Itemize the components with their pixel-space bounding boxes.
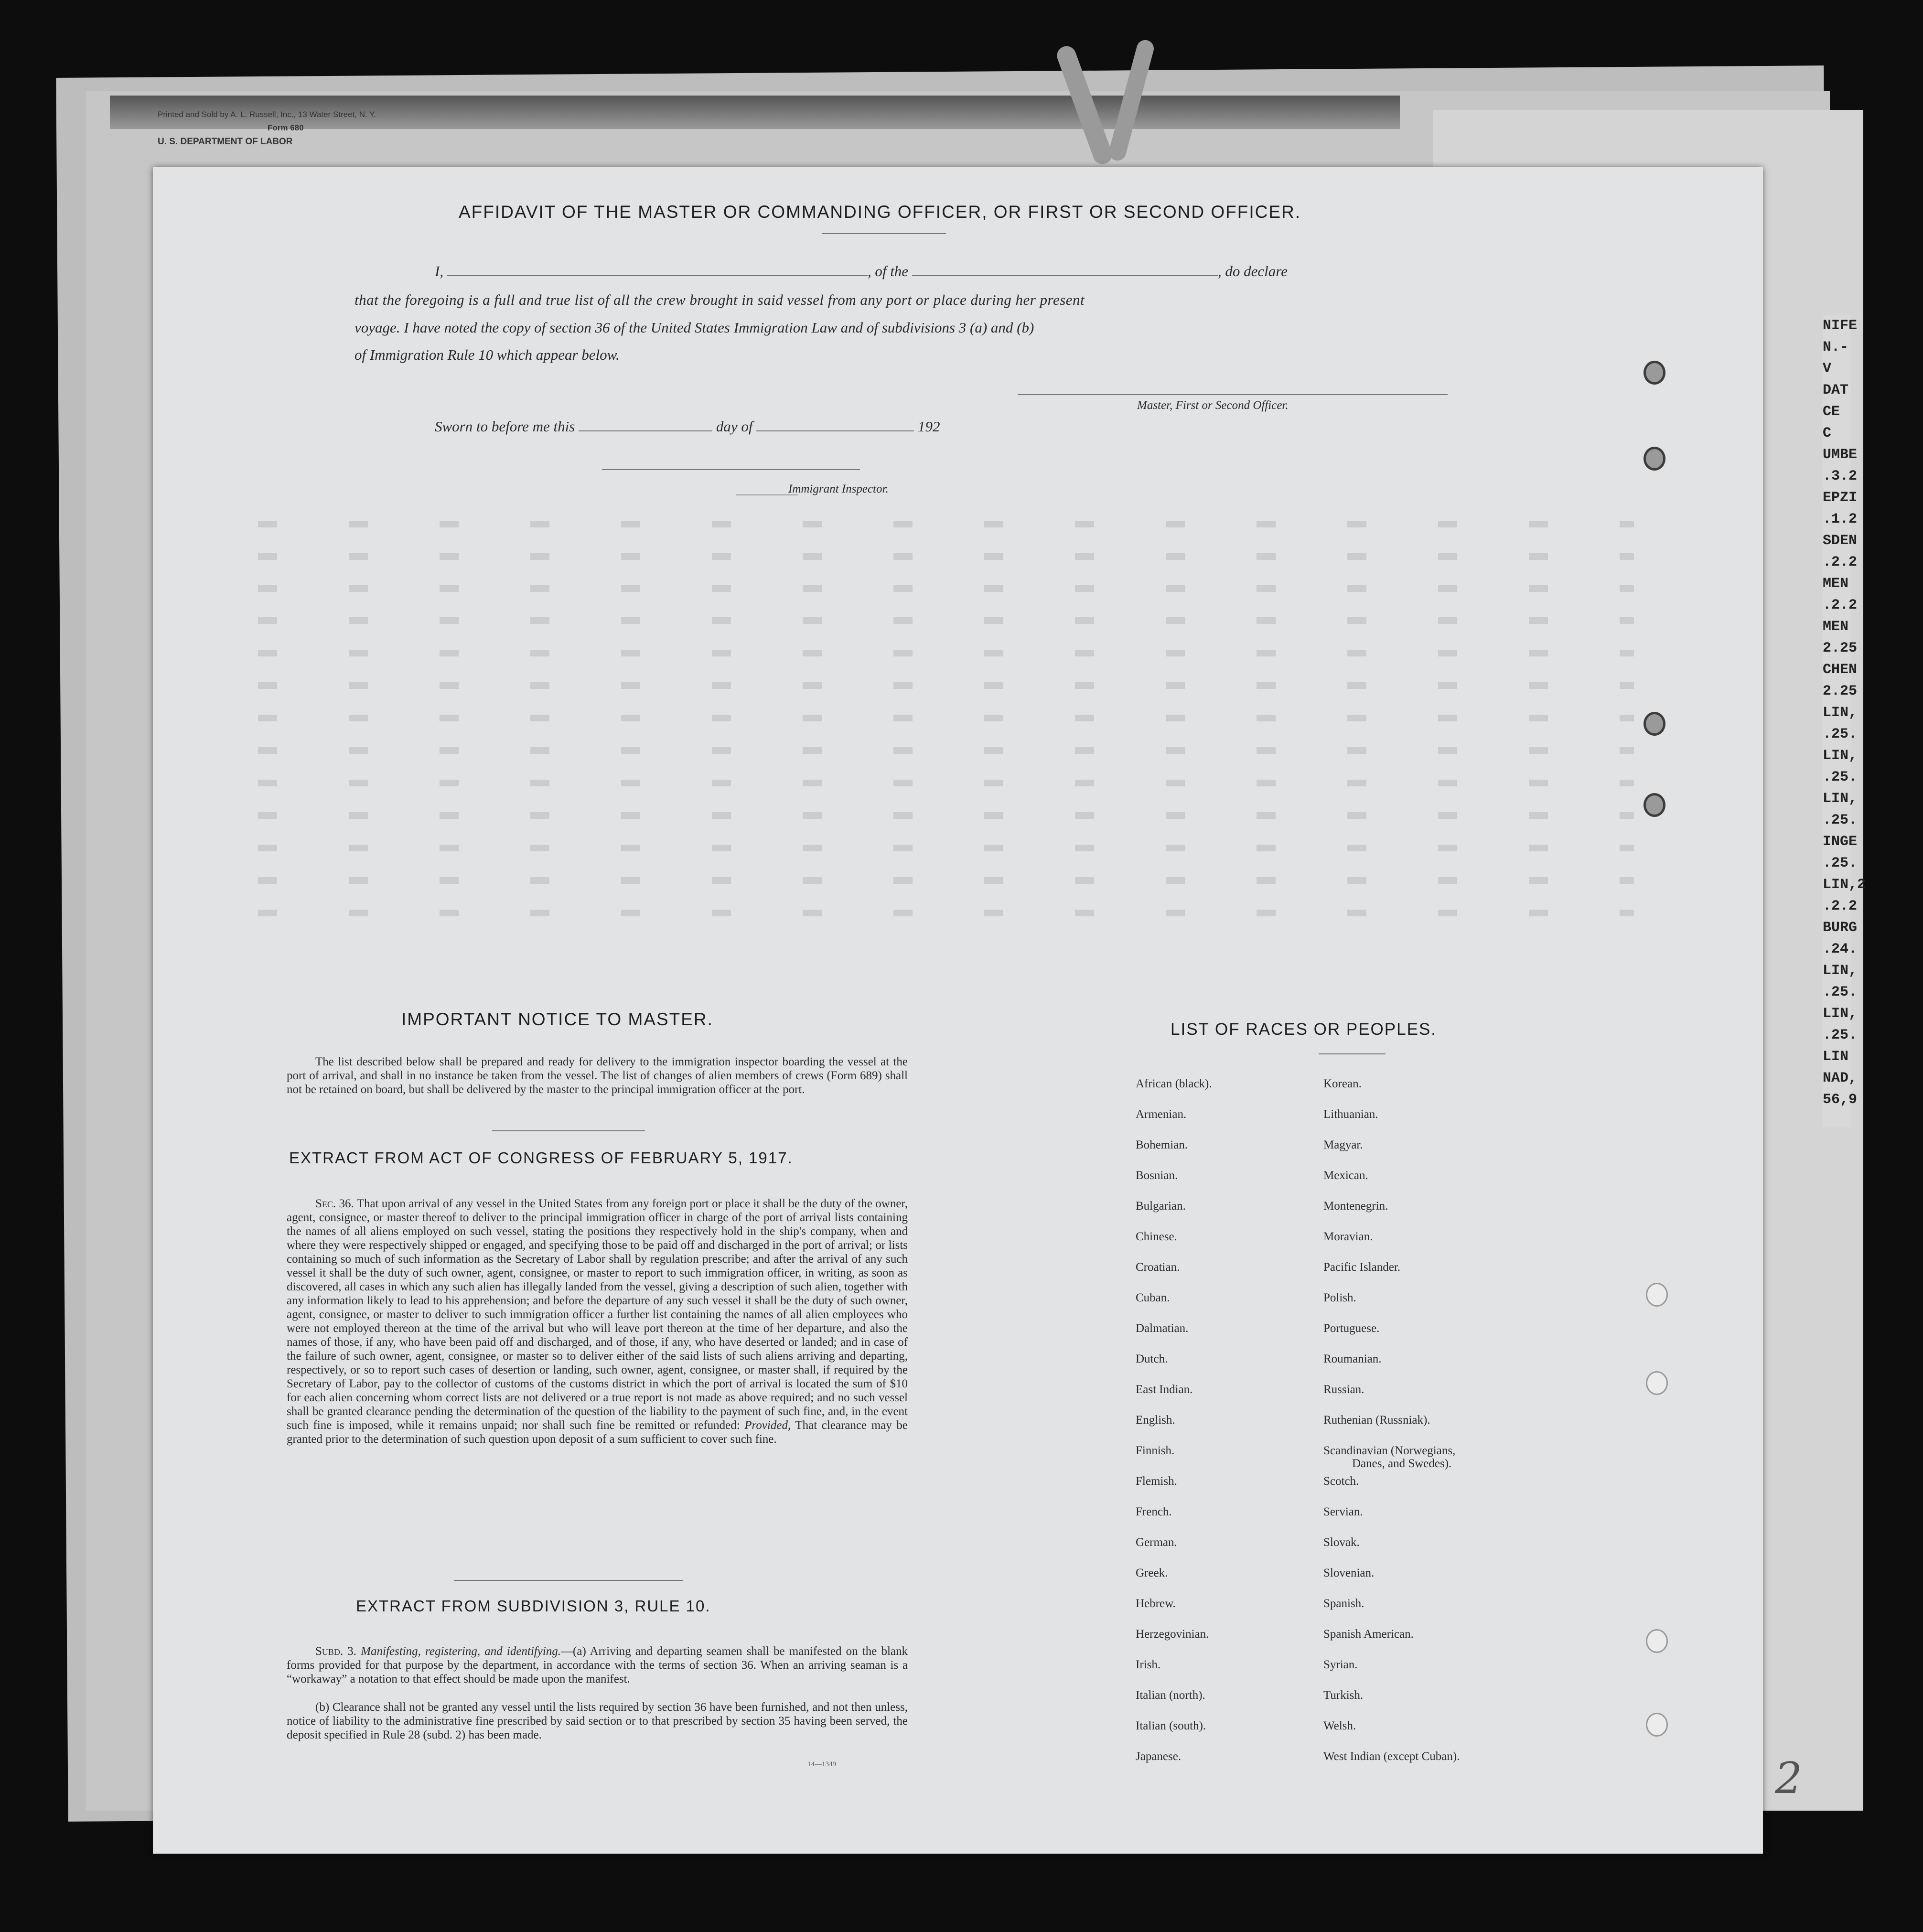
edge-text-fragment: LIN,	[1823, 791, 1858, 807]
affidavit-text-line: that the foregoing is a full and true list of all the crew brought in said vessel from any port or place during her present	[355, 291, 1085, 308]
notice-divider	[492, 1130, 645, 1131]
edge-text-fragment: .25.	[1823, 984, 1858, 1000]
race-item: West Indian (except Cuban).	[1323, 1750, 1460, 1763]
edge-text-fragment: .2.2	[1823, 898, 1858, 914]
race-item: Scotch.	[1323, 1475, 1359, 1488]
declarant-prefix: I,	[435, 263, 444, 279]
race-item: Irish.	[1136, 1658, 1161, 1671]
race-item: Spanish American.	[1323, 1628, 1414, 1641]
edge-text-fragment: .2.2	[1823, 554, 1858, 570]
race-item: Bosnian.	[1136, 1169, 1178, 1182]
notice-body: The list described below shall be prepared and ready for delivery to the immigration inspector boarding the vessel at the port of arrival, and shall in no instance be taken from the vessel. The list of changes of alien members of crews (Form 689) shall not be retained on board, but shall be delivered by the master to the principal immigration officer at the port.	[287, 1055, 908, 1096]
race-item: English.	[1136, 1414, 1175, 1427]
edge-text-fragment: LIN,	[1823, 963, 1858, 979]
edge-text-fragment: MEN	[1823, 576, 1849, 592]
edge-text-fragment: LIN,	[1823, 1006, 1858, 1022]
race-item: Italian (south).	[1136, 1719, 1206, 1732]
race-item: Servian.	[1323, 1505, 1363, 1518]
punch-hole	[1646, 1713, 1668, 1737]
race-item: Cuban.	[1136, 1291, 1170, 1304]
race-item: Syrian.	[1323, 1658, 1358, 1671]
races-divider	[1319, 1053, 1386, 1054]
bleed-through-row	[258, 585, 1634, 592]
race-item: Magyar.	[1323, 1138, 1363, 1151]
edge-text-fragment: .2.2	[1823, 597, 1858, 613]
race-item: Bulgarian.	[1136, 1200, 1186, 1213]
edge-text-fragment: LIN,	[1823, 748, 1858, 764]
bleed-through-row	[258, 812, 1634, 819]
edge-text-fragment: .25.	[1823, 812, 1858, 828]
edge-text-fragment: 2.25	[1823, 640, 1858, 656]
right-edge-text-column	[1823, 315, 1866, 1127]
handwritten-page-number: 2	[1775, 1753, 1803, 1803]
bleed-through-row	[258, 650, 1634, 656]
printer-imprint: Printed and Sold by A. L. Russell, Inc., 13 Water Street, N. Y.	[158, 110, 376, 119]
edge-text-fragment: CE C	[1823, 404, 1840, 441]
race-item: Dalmatian.	[1136, 1322, 1189, 1335]
subd-label: Subd. 3.	[315, 1645, 357, 1658]
punch-hole	[1646, 1283, 1668, 1307]
bleed-through-row	[258, 521, 1634, 527]
edge-text-fragment: LIN	[1823, 1049, 1849, 1065]
punch-hole	[1644, 361, 1665, 385]
department-of-labor-label: U. S. DEPARTMENT OF LABOR	[158, 137, 293, 147]
edge-text-fragment: MEN	[1823, 619, 1849, 635]
bleed-through-row	[258, 617, 1634, 624]
race-item: Herzegovinian.	[1136, 1628, 1209, 1641]
section-body: That upon arrival of any vessel in the United States from any foreign port or place it shall be the duty of the owner, agent, consignee, or master thereof to deliver to the principal immigration officer in charge of the port of arrival lists containing the names of all aliens employed on such vessel, stating the positions they respectively hold in the ship's company, when and where they were respectively shipped or engaged, and specifying those to be paid off and discharged in the port of arrival; or lists containing so much of such information as the Secretary of Labor shall by regulation prescribe; and after the arrival of any such vessel it shall be the duty of such owner, agent, consignee, or master to report to such immigration officer, in writing, as soon as discovered, all cases in which any such alien has illegally landed from the vessel, giving a description of such alien, together with any information likely to lead to his apprehension; and before the departure of any such vessel it shall be the duty of such owner, agent, consignee, or master to deliver to such immigration officer a further list containing the names of all alien employees who were not employed thereon at the time of the arrival but who will leave port thereon at the time of her departure, and also the names of those, if any, who have been paid off and discharged, and of those, if any, who have deserted or landed; and in case of the failure of such owner, agent, consignee, or master so to deliver either of the said lists of such aliens arriving and departing, respectively, or so to report such cases of desertion or landing, such owner, agent, consignee, or master shall, if required by the Secretary of Labor, pay to the collector of customs of the customs district in which the port of arrival is located the sum of $10 for each alien concerning whom correct lists are not delivered or a true report is not made as above required; and no such vessel shall be granted clearance pending the determination of the question of the liability to the payment of such fine, and, in the event such fine is imposed, while it remains unpaid; nor shall such fine be remitted or refunded:	[287, 1197, 908, 1432]
race-item: Italian (north).	[1136, 1689, 1205, 1702]
edge-text-fragment: 2.25	[1823, 683, 1858, 699]
edge-text-fragment: .3.2	[1823, 468, 1858, 484]
edge-text-fragment: .1.2	[1823, 511, 1858, 527]
edge-text-fragment: CHEN	[1823, 662, 1858, 678]
race-item: East Indian.	[1136, 1383, 1193, 1396]
race-item: Montenegrin.	[1323, 1200, 1388, 1213]
race-item: Chinese.	[1136, 1230, 1177, 1243]
affidavit-sheet	[153, 167, 1763, 1854]
race-item: Ruthenian (Russniak).	[1323, 1414, 1430, 1427]
punch-hole	[1644, 447, 1665, 471]
title-divider	[822, 233, 946, 234]
race-item: Slovenian.	[1323, 1567, 1375, 1579]
bleed-through-row	[258, 877, 1634, 884]
race-item: Hebrew.	[1136, 1597, 1176, 1610]
races-title: LIST OF RACES OR PEOPLES.	[1171, 1020, 1437, 1039]
edge-text-fragment: .24.	[1823, 941, 1858, 957]
edge-text-fragment: INGE	[1823, 834, 1858, 850]
race-item: Lithuanian.	[1323, 1108, 1378, 1121]
race-item: French.	[1136, 1505, 1172, 1518]
punch-hole	[1646, 1371, 1668, 1395]
edge-text-fragment: EPZI	[1823, 490, 1858, 506]
edge-text-fragment: LIN,	[1823, 705, 1858, 721]
race-item: Spanish.	[1323, 1597, 1364, 1610]
vessel-prefix: , of the	[867, 263, 909, 279]
punch-hole	[1646, 1629, 1668, 1653]
sworn-prefix: Sworn to before me this	[435, 418, 575, 435]
act-extract-body	[287, 1197, 908, 1446]
punch-hole	[1644, 712, 1665, 736]
race-item: Polish.	[1323, 1291, 1356, 1304]
race-item: African (black).	[1136, 1077, 1212, 1090]
race-item: Japanese.	[1136, 1750, 1182, 1763]
race-item: Flemish.	[1136, 1475, 1177, 1488]
edge-text-fragment: N.-V	[1823, 339, 1849, 377]
race-item: Moravian.	[1323, 1230, 1373, 1243]
race-item: Slovak.	[1323, 1536, 1360, 1549]
provided-label: Provided,	[744, 1419, 791, 1432]
form-680-label: Form 680	[268, 123, 304, 132]
punch-hole	[1644, 793, 1665, 817]
race-item: Welsh.	[1323, 1719, 1356, 1732]
sworn-year: 192	[917, 418, 940, 435]
race-item: German.	[1136, 1536, 1177, 1549]
inspector-label: Immigrant Inspector.	[788, 483, 889, 495]
signature-label: Master, First or Second Officer.	[1137, 399, 1289, 412]
race-item: Croatian.	[1136, 1261, 1180, 1274]
vessel-name-field[interactable]	[912, 275, 1218, 276]
provided-body: That clearance may be granted prior to the determination of such question upon deposit of a sum sufficient to cover such fine.	[287, 1419, 908, 1446]
sworn-day-of: day of	[716, 418, 753, 435]
bleed-through-row	[258, 553, 1634, 560]
race-item: Finnish.	[1136, 1444, 1175, 1457]
race-item: Portuguese.	[1323, 1322, 1380, 1335]
bleed-through-row	[258, 780, 1634, 786]
edge-text-fragment: BURG	[1823, 920, 1858, 936]
sworn-month-field[interactable]	[756, 430, 914, 431]
bleed-through-row	[258, 910, 1634, 916]
race-item: Armenian.	[1136, 1108, 1187, 1121]
edge-text-fragment: NIFE	[1823, 318, 1858, 334]
edge-text-fragment: LIN,2	[1823, 877, 1866, 893]
race-item: Turkish.	[1323, 1689, 1364, 1702]
declare-suffix: , do declare	[1217, 263, 1288, 279]
print-code: 14—1349	[807, 1760, 836, 1768]
race-item: Pacific Islander.	[1323, 1261, 1401, 1274]
inspector-signature-line[interactable]	[602, 469, 860, 470]
rule-extract-title: EXTRACT FROM SUBDIVISION 3, RULE 10.	[356, 1597, 711, 1615]
edge-text-fragment: .25.	[1823, 855, 1858, 871]
affidavit-declaration-line	[435, 263, 1288, 280]
race-item: Scandinavian (Norwegians,	[1323, 1444, 1456, 1457]
race-item: Korean.	[1323, 1077, 1362, 1090]
bleed-through-row	[258, 682, 1634, 689]
declarant-name-field[interactable]	[447, 275, 868, 276]
section-label: Sec. 36.	[315, 1197, 354, 1210]
race-item: Mexican.	[1323, 1169, 1368, 1182]
race-item: Danes, and Swedes).	[1352, 1457, 1452, 1470]
notice-title: IMPORTANT NOTICE TO MASTER.	[401, 1009, 713, 1029]
affidavit-text-line: of Immigration Rule 10 which appear below.	[355, 346, 620, 363]
edge-text-fragment: 56,9	[1823, 1092, 1858, 1108]
bleed-through-row	[258, 747, 1634, 754]
race-item: Dutch.	[1136, 1352, 1168, 1365]
race-item: Greek.	[1136, 1567, 1168, 1579]
sworn-line	[435, 418, 940, 435]
edge-text-fragment: .25.	[1823, 769, 1858, 785]
edge-text-fragment: UMBE	[1823, 447, 1858, 463]
affidavit-title: AFFIDAVIT OF THE MASTER OR COMMANDING OFFICER, OR FIRST OR SECOND OFFICER.	[459, 202, 1301, 222]
act-extract-title: EXTRACT FROM ACT OF CONGRESS OF FEBRUARY 5, 1917.	[289, 1149, 793, 1167]
act-extract-divider	[454, 1580, 683, 1581]
signature-line[interactable]	[1018, 394, 1448, 395]
subd-a-text: —(a) Arriving and departing seamen shall be manifested on the blank forms provided for that purpose by the department, in accordance with the terms of section 36. When an arriving seaman is a “workaway” a notation to that effect should be made upon the manifest.	[287, 1645, 908, 1685]
subd-italic: Manifesting, registering, and identifying.	[361, 1645, 561, 1658]
bleed-through-row	[258, 845, 1634, 851]
edge-text-fragment: SDEN	[1823, 533, 1858, 549]
edge-text-fragment: NAD,	[1823, 1070, 1858, 1086]
race-item: Russian.	[1323, 1383, 1364, 1396]
rule-extract-subd-b: (b) Clearance shall not be granted any vessel until the lists required by section 36 have been furnished, and not then unless, notice of liability to the administrative fine prescribed by said section or to that prescribed by section 35 having been served, the deposit specified in Rule 28 (subd. 2) has been made.	[287, 1701, 908, 1741]
bleed-through-row	[258, 715, 1634, 721]
race-item: Roumanian.	[1323, 1352, 1382, 1365]
edge-text-fragment: .25.	[1823, 726, 1858, 742]
edge-text-fragment: DAT	[1823, 382, 1849, 398]
affidavit-text-line: voyage. I have noted the copy of section 36 of the United States Immigration Law and of subdivisions 3 (a) and (b)	[355, 319, 1034, 336]
rule-extract-subd-a	[287, 1644, 908, 1686]
race-item: Bohemian.	[1136, 1138, 1188, 1151]
sworn-day-field[interactable]	[579, 430, 712, 431]
edge-text-fragment: .25.	[1823, 1027, 1858, 1043]
